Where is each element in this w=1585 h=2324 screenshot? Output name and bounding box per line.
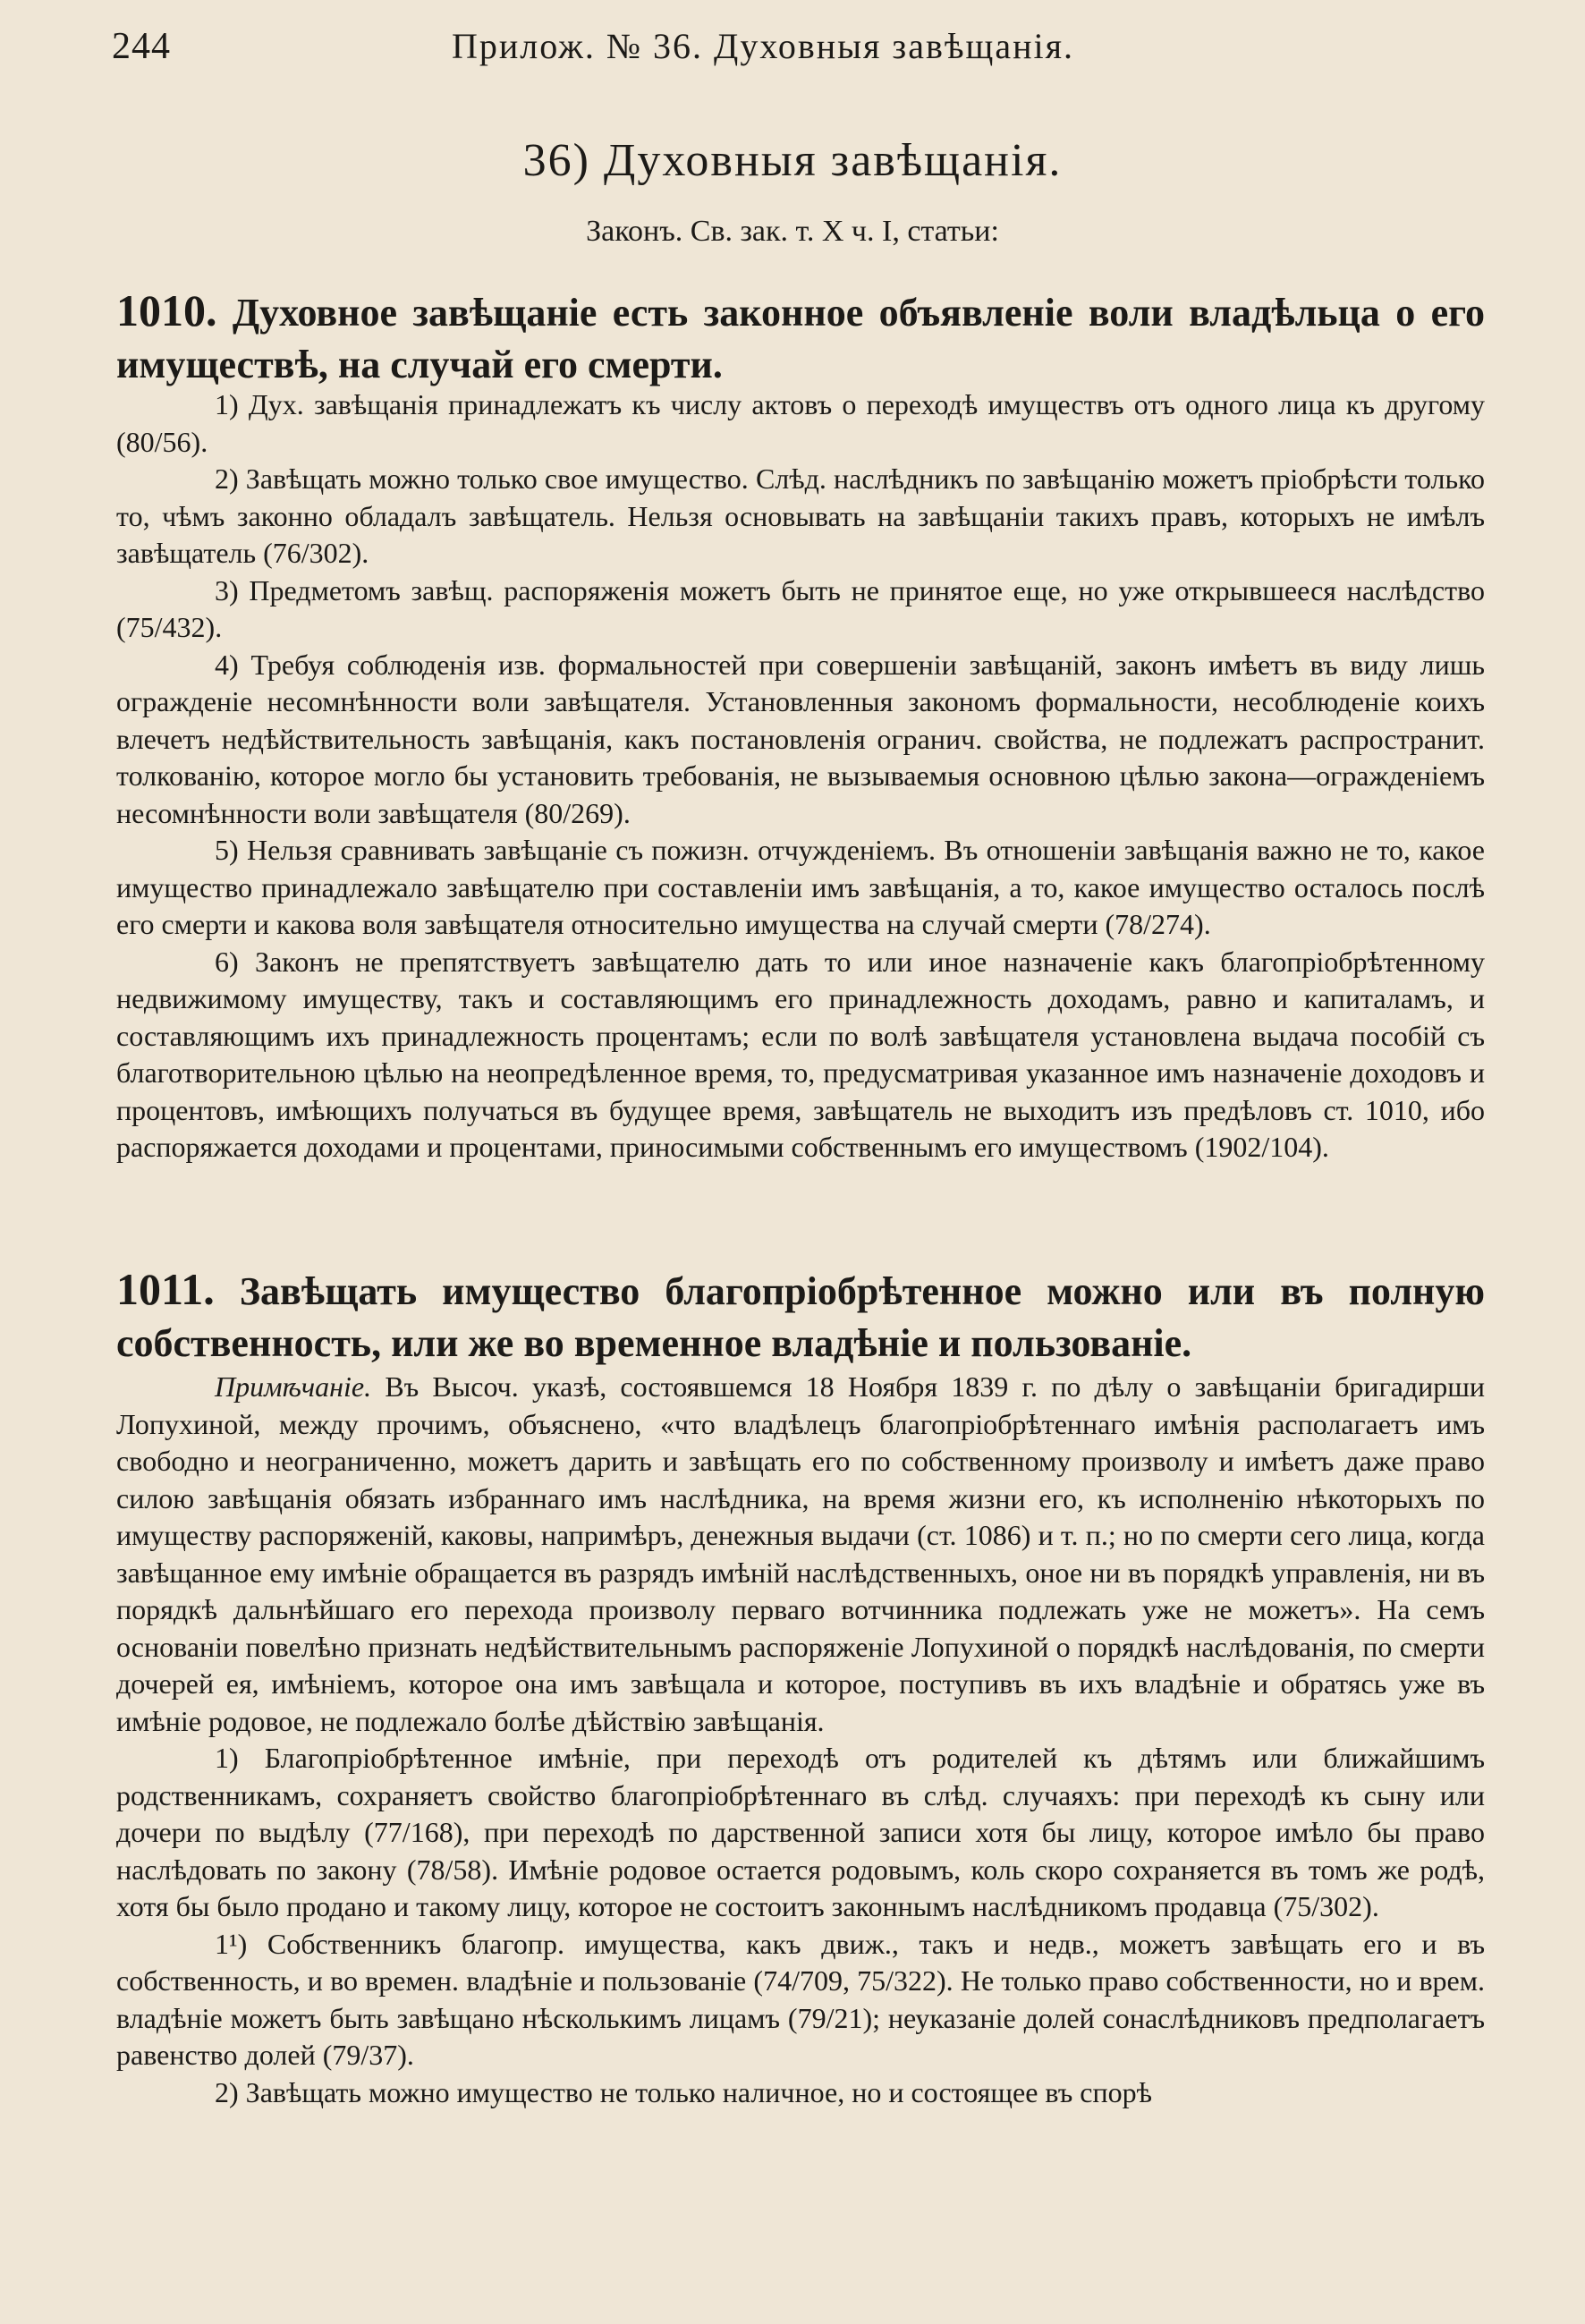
article-1010-text: Духовное завѣщаніе есть законное объявленіе воли владѣльца о его имуществѣ, на случай его смерти. — [116, 291, 1485, 386]
running-head-title: Прилож. № 36. Духовныя завѣщанія. — [452, 26, 1075, 66]
section-title: 36) Духовныя завѣщанія. — [522, 135, 1063, 186]
note-1010-5: 5) Нельзя сравнивать завѣщаніе съ пожизн. отчужденіемъ. Въ отношеніи завѣщанія важно не то, какое имущество принадлежало завѣщателю при составленіи имъ завѣщанія, а то, какое имущество осталось послѣ его смерти и какова воля завѣщателя относительно имущества на случай смерти (78/274). — [116, 834, 1485, 940]
article-1011-notes — [116, 1369, 1485, 2111]
note-1011-2: 2) Завѣщать можно имущество не только наличное, но и состоящее въ спорѣ — [215, 2075, 1152, 2108]
note-1011-1: 1) Благопріобрѣтенное имѣніе, при переходѣ отъ родителей къ дѣтямъ или ближайшимъ родственникамъ, сохраняетъ свойство благопріобрѣтеннаго въ слѣд. случаяхъ: при переходѣ къ сыну или дочери по выдѣлу (77/168), при переходѣ по дарственной записи хотя бы лицу, которое имѣло бы право наслѣдовать по закону (78/58). Имѣніе родовое остается родовымъ, коль скоро сохраняется въ томъ же родѣ, хотя бы было продано и такому лицу, которое не состоитъ законнымъ наслѣдникомъ продавца (75/302). — [116, 1742, 1485, 1922]
article-1010-notes — [116, 386, 1485, 1166]
note-1010-1: 1) Дух. завѣщанія принадлежатъ къ числу актовъ о переходѣ имуществъ отъ одного лица къ другому (80/56). — [116, 388, 1485, 458]
note-1010-6: 6) Законъ не препятствуетъ завѣщателю дать то или иное назначеніе какъ благопріобрѣтенному недвижимому имуществу, такъ и составляющимъ его принадлежность доходамъ, равно и капиталамъ, и составляющимъ ихъ принадлежность процентамъ; если по волѣ завѣщателя установлена выдача пособій съ благотворительною цѣлью на неопредѣленное время, то, предусматривая указанное имъ назначеніе доходовъ и процентовъ, имѣющихъ получаться въ будущее время, завѣщатель не выходитъ изъ предѣловъ ст. 1010, ибо распоряжается доходами и процентами, приносимыми собственнымъ его имуществомъ (1902/104). — [116, 945, 1485, 1163]
note-1010-3: 3) Предметомъ завѣщ. распоряженія можетъ быть не принятое еще, но уже открывшееся наслѣдство (75/432). — [116, 573, 1485, 643]
running-head — [112, 25, 1504, 79]
note-1010-2: 2) Завѣщать можно только свое имущество. Слѣд. наслѣдникъ по завѣщанію можетъ пріобрѣсти только то, чѣмъ законно обладалъ завѣщатель. Нельзя основывать на завѣщаніи такихъ правъ, которыхъ не имѣлъ завѣщатель (76/302). — [116, 462, 1485, 569]
remark-text: Въ Высоч. указѣ, состоявшемся 18 Ноября 1839 г. по дѣлу о завѣщаніи бригадирши Лопухиной, между прочимъ, объяснено, «что владѣлецъ благопріобрѣтеннаго имѣнія располагаетъ имъ свободно и неограниченно, можетъ дарить и завѣщать его по собственному произволу и имѣетъ даже право силою завѣщанія обязать избраннаго имъ наслѣдника, на время жизни его, къ исполненію нѣкоторыхъ по имуществу распоряженій, каковы, напримѣръ, денежныя выдачи (ст. 1086) и т. п.; но по смерти сего лица, когда завѣщанное ему имѣніе обращается въ разрядъ имѣній наслѣдственныхъ, оное ни въ порядкѣ управленія, ни въ порядкѣ дальнѣйшаго его перехода произволу перваго вотчинника подлежать уже не можетъ». На семъ основаніи повелѣно признать недѣйствительнымъ распоряженіе Лопухиной о порядкѣ наслѣдованія, по смерти дочерей ея, имѣніемъ, которое она имъ завѣщала и которое, поступивъ въ ихъ владѣніе и обратясь уже въ имѣніе родовое, не подлежало болѣе дѣйствію завѣщанія. — [116, 1370, 1486, 1737]
remark-label: Примѣчаніе. — [215, 1370, 372, 1403]
article-1011-text: Завѣщать имущество благопріобрѣтенное можно или въ полную собственность, или же во временное владѣніе и пользованіе. — [116, 1269, 1485, 1365]
article-1010-heading — [116, 284, 1485, 391]
page-number: 244 — [112, 26, 171, 67]
note-1010-4: 4) Требуя соблюденія изв. формальностей при совершеніи завѣщаній, законъ имѣетъ въ виду лишь огражденіе несомнѣнности воли завѣщателя. Установленныя закономъ формальности, несоблюденіе коихъ влечетъ недѣйствительность завѣщанія, какъ постановленія огранич. свойства, не подлежатъ распространит. толкованію, которое могло бы установить требованія, не вызываемыя основною цѣлью закона—огражденіемъ несомнѣнности воли завѣщателя (80/269). — [116, 648, 1485, 829]
article-1011-number: 1011. — [116, 1264, 215, 1314]
article-1010-number: 1010. — [116, 285, 217, 335]
law-reference: Законъ. Св. зак. т. X ч. I, статьи: — [586, 215, 999, 248]
article-1011-heading — [116, 1263, 1485, 1370]
note-1011-1-1: 1¹) Собственникъ благопр. имущества, какъ движ., такъ и недв., можетъ завѣщать его и въ собственность, и во времен. владѣніе и пользованіе (74/709, 75/322). Не только право собственности, но и врем. владѣніе можетъ быть завѣщано нѣсколькимъ лицамъ (79/21); неуказаніе долей сонаслѣдниковъ предполагаетъ равенство долей (79/37). — [116, 1927, 1485, 2071]
article-1011-remark — [116, 1369, 1485, 1740]
